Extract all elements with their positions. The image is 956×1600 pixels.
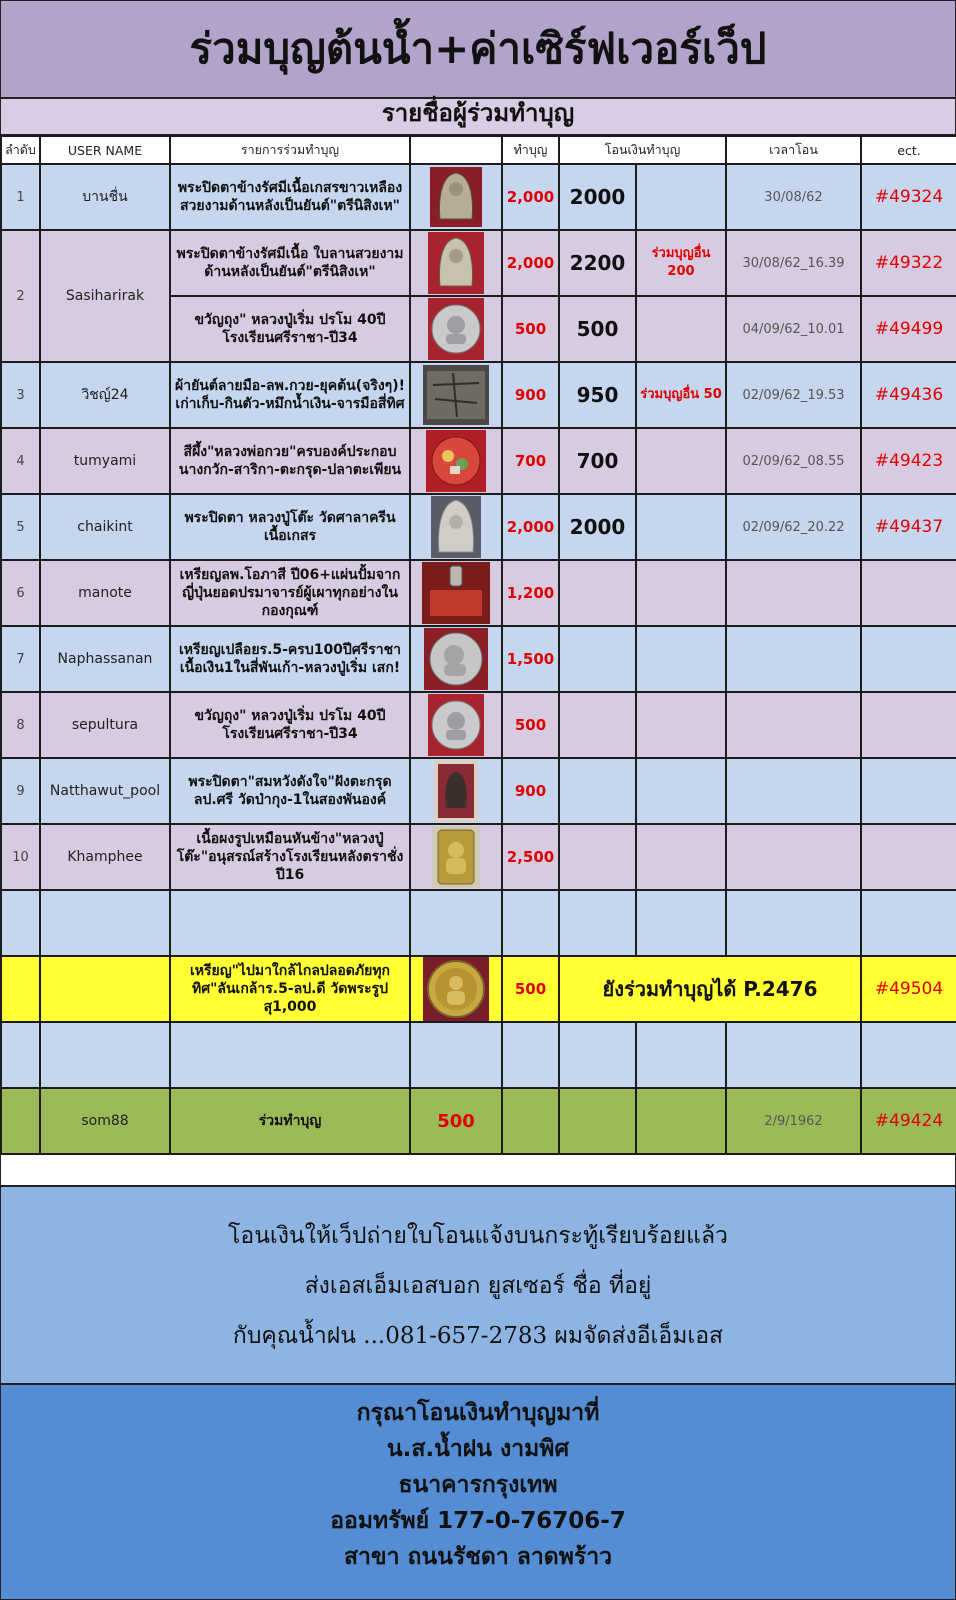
row-user: Sasiharirak (40, 230, 170, 362)
page-title: ร่วมบุญต้นน้ำ+ค่าเซิร์ฟเวอร์เว็ป (1, 1, 955, 99)
row-user: วิชญ์24 (40, 362, 170, 428)
donation-table (0, 135, 956, 1155)
row-paid (559, 692, 636, 758)
row-amount: 700 (502, 428, 559, 494)
row-note (636, 296, 726, 362)
row-paid: 700 (559, 428, 636, 494)
row-no: 7 (1, 626, 40, 692)
row-time: 02/09/62_08.55 (726, 428, 861, 494)
pendant-image (410, 560, 502, 626)
row-user: Naphassanan (40, 626, 170, 692)
highlight-ref: #49504 (861, 956, 956, 1022)
header-amount: ทำบุญ (502, 136, 559, 164)
row-note (636, 626, 726, 692)
table-row (1, 758, 956, 824)
row-item: ขวัญถุง" หลวงปู่เริ่ม ปรโม 40ปีโรงเรียนศรีราชา-ปี34 (170, 692, 410, 758)
row-time (726, 824, 861, 890)
row-time (726, 758, 861, 824)
table-row (1, 362, 956, 428)
total-ref: #49424 (861, 1088, 956, 1154)
total-amount: 500 (410, 1088, 502, 1154)
instruction-line: ส่งเอสเอ็มเอสบอก ยูสเซอร์ ชื่อ ที่อยู่ (304, 1273, 652, 1299)
bank-line: สาขา ถนนรัชดา ลาดพร้าว (343, 1544, 613, 1570)
row-paid: 2000 (559, 494, 636, 560)
row-note: ร่วมบุญอื่น 200 (636, 230, 726, 296)
total-row (1, 1088, 956, 1154)
header-image (410, 136, 502, 164)
boxed-amulet-image (410, 758, 502, 824)
row-ref (861, 824, 956, 890)
bank-details (1, 1385, 955, 1599)
row-item: ขวัญถุง" หลวงปู่เริ่ม ปรโม 40ปีโรงเรียนศรีราชา-ปี34 (170, 296, 410, 362)
row-no: 5 (1, 494, 40, 560)
row-amount: 2,000 (502, 164, 559, 230)
row-user: tumyami (40, 428, 170, 494)
instruction-line: โอนเงินให้เว็ปถ่ายใบโอนแจ้งบนกระทู้เรียบร้อยแล้ว (228, 1223, 728, 1249)
row-paid: 2000 (559, 164, 636, 230)
row-item: พระปิดตาข้างรัศมีเนื้อ ใบลานสวยงามด้านหลังเป็นยันต์"ตรีนิสิงเห" (170, 230, 410, 296)
row-ref: #49324 (861, 164, 956, 230)
row-amount: 2,500 (502, 824, 559, 890)
header-transfer: โอนเงินทำบุญ (559, 136, 726, 164)
coin-image (410, 692, 502, 758)
row-amount: 500 (502, 296, 559, 362)
row-user: Khamphee (40, 824, 170, 890)
row-no: 4 (1, 428, 40, 494)
row-paid (559, 560, 636, 626)
row-ref (861, 692, 956, 758)
row-no: 10 (1, 824, 40, 890)
row-ref (861, 626, 956, 692)
highlight-amount: 500 (502, 956, 559, 1022)
row-amount: 1,200 (502, 560, 559, 626)
row-note (636, 494, 726, 560)
bank-line: น.ส.น้ำฝน งามพิศ (386, 1436, 570, 1462)
row-amount: 1,500 (502, 626, 559, 692)
amulet-image (410, 164, 502, 230)
row-ref: #49437 (861, 494, 956, 560)
row-ref: #49499 (861, 296, 956, 362)
row-note (636, 758, 726, 824)
row-item: พระปิดตา หลวงปู่โต๊ะ วัดศาลาครีน เนื้อเกสร (170, 494, 410, 560)
row-item: ผ้ายันต์ลายมือ-ลพ.กวย-ยุคต้น(จริงๆ)!เก่าเก็บ-กินตัว-หมึกน้ำเงิน-จารมือสี่ทิศ (170, 362, 410, 428)
table-row (1, 230, 956, 296)
row-time (726, 692, 861, 758)
row-note (636, 692, 726, 758)
highlight-row (1, 956, 956, 1022)
row-item: เหรียญเปลือยร.5-ครบ100ปีศรีราชาเนื้อเงิน1ในสี่พันเก้า-หลวงปู่เริ่ม เสก! (170, 626, 410, 692)
row-time (726, 560, 861, 626)
row-no: 2 (1, 230, 40, 362)
highlight-item: เหรียญ"ไปมาใกล้ไกลปลอดภัยทุกทิศ"ลันเกล้าร.5-ลป.ดี วัดพระรูป สุ1,000 (170, 956, 410, 1022)
header-ref: ect. (861, 136, 956, 164)
row-user: sepultura (40, 692, 170, 758)
row-no: 3 (1, 362, 40, 428)
row-item: พระปิดตา"สมหวังดังใจ"ฝังตะกรุด ลป.ศรี วัดป่ากุง-1ในสองพันองค์ (170, 758, 410, 824)
table-row (1, 560, 956, 626)
total-user: som88 (40, 1088, 170, 1154)
wax-image (410, 428, 502, 494)
header-user: USER NAME (40, 136, 170, 164)
row-paid: 2200 (559, 230, 636, 296)
total-time: 2/9/1962 (726, 1088, 861, 1154)
row-amount: 500 (502, 692, 559, 758)
medal-image (410, 956, 502, 1022)
row-paid: 950 (559, 362, 636, 428)
row-time: 02/09/62_20.22 (726, 494, 861, 560)
row-item: สีผึ้ง"หลวงพ่อกวย"ครบองค์ประกอบนางกวัก-สาริกา-ตะกรุด-ปลาตะเพียน (170, 428, 410, 494)
header-no: ลำดับ (1, 136, 40, 164)
row-note (636, 560, 726, 626)
empty-row (1, 1022, 956, 1088)
row-time: 04/09/62_10.01 (726, 296, 861, 362)
amulet-image (410, 494, 502, 560)
bank-line: ออมทรัพย์ 177-0-76706-7 (330, 1508, 626, 1534)
row-user: chaikint (40, 494, 170, 560)
instruction-line: กับคุณน้ำฝน ...081-657-2783 ผมจัดส่งอีเอ็มเอส (232, 1323, 724, 1349)
row-user: Natthawut_pool (40, 758, 170, 824)
table-row (1, 494, 956, 560)
coin-image (410, 296, 502, 362)
empty-row (1, 890, 956, 956)
row-note (636, 164, 726, 230)
row-ref: #49423 (861, 428, 956, 494)
header-item: รายการร่วมทำบุญ (170, 136, 410, 164)
row-user: manote (40, 560, 170, 626)
highlight-message: ยังร่วมทำบุญได้ P.2476 (559, 956, 861, 1022)
row-no: 6 (1, 560, 40, 626)
row-paid (559, 626, 636, 692)
row-item: เหรียญลพ.โอภาสี ปี06+แผ่นปั้มจากญี่ปุ่นยอดปรมาจารย์ผู้เผาทุกอย่างในกองกุณฑ์ (170, 560, 410, 626)
row-item: เนื้อผงรูปเหมือนหันข้าง"หลวงปู่โต๊ะ"อนุสรณ์สร้างโรงเรียนหลังตราชั่งปี16 (170, 824, 410, 890)
row-note (636, 824, 726, 890)
row-note (636, 428, 726, 494)
table-header-row (1, 136, 956, 164)
row-time: 02/09/62_19.53 (726, 362, 861, 428)
coin-image (410, 626, 502, 692)
amulet-image (410, 230, 502, 296)
bank-line: ธนาคารกรุงเทพ (398, 1472, 558, 1498)
row-time (726, 626, 861, 692)
row-paid: 500 (559, 296, 636, 362)
row-time: 30/08/62 (726, 164, 861, 230)
bank-line: กรุณาโอนเงินทำบุญมาที่ (356, 1400, 600, 1426)
row-item: พระปิดตาข้างรัศมีเนื้อเกสรขาวเหลืองสวยงามด้านหลังเป็นยันต์"ตรีนิสิงเห" (170, 164, 410, 230)
row-amount: 900 (502, 758, 559, 824)
row-note: ร่วมบุญอื่น 50 (636, 362, 726, 428)
row-paid (559, 758, 636, 824)
row-ref (861, 560, 956, 626)
row-paid (559, 824, 636, 890)
header-time: เวลาโอน (726, 136, 861, 164)
gold-amulet-image (410, 824, 502, 890)
row-amount: 2,000 (502, 494, 559, 560)
row-no: 8 (1, 692, 40, 758)
table-row (1, 626, 956, 692)
row-amount: 2,000 (502, 230, 559, 296)
table-row (1, 164, 956, 230)
transfer-instructions (1, 1185, 955, 1385)
table-row (1, 692, 956, 758)
table-row (1, 428, 956, 494)
cloth-image (410, 362, 502, 428)
row-time: 30/08/62_16.39 (726, 230, 861, 296)
row-no: 1 (1, 164, 40, 230)
table-row (1, 824, 956, 890)
row-ref (861, 758, 956, 824)
row-user: บานชื่น (40, 164, 170, 230)
total-label: ร่วมทำบุญ (170, 1088, 410, 1154)
row-ref: #49436 (861, 362, 956, 428)
row-ref: #49322 (861, 230, 956, 296)
page-subtitle: รายชื่อผู้ร่วมทำบุญ (1, 99, 955, 135)
row-no: 9 (1, 758, 40, 824)
row-amount: 900 (502, 362, 559, 428)
